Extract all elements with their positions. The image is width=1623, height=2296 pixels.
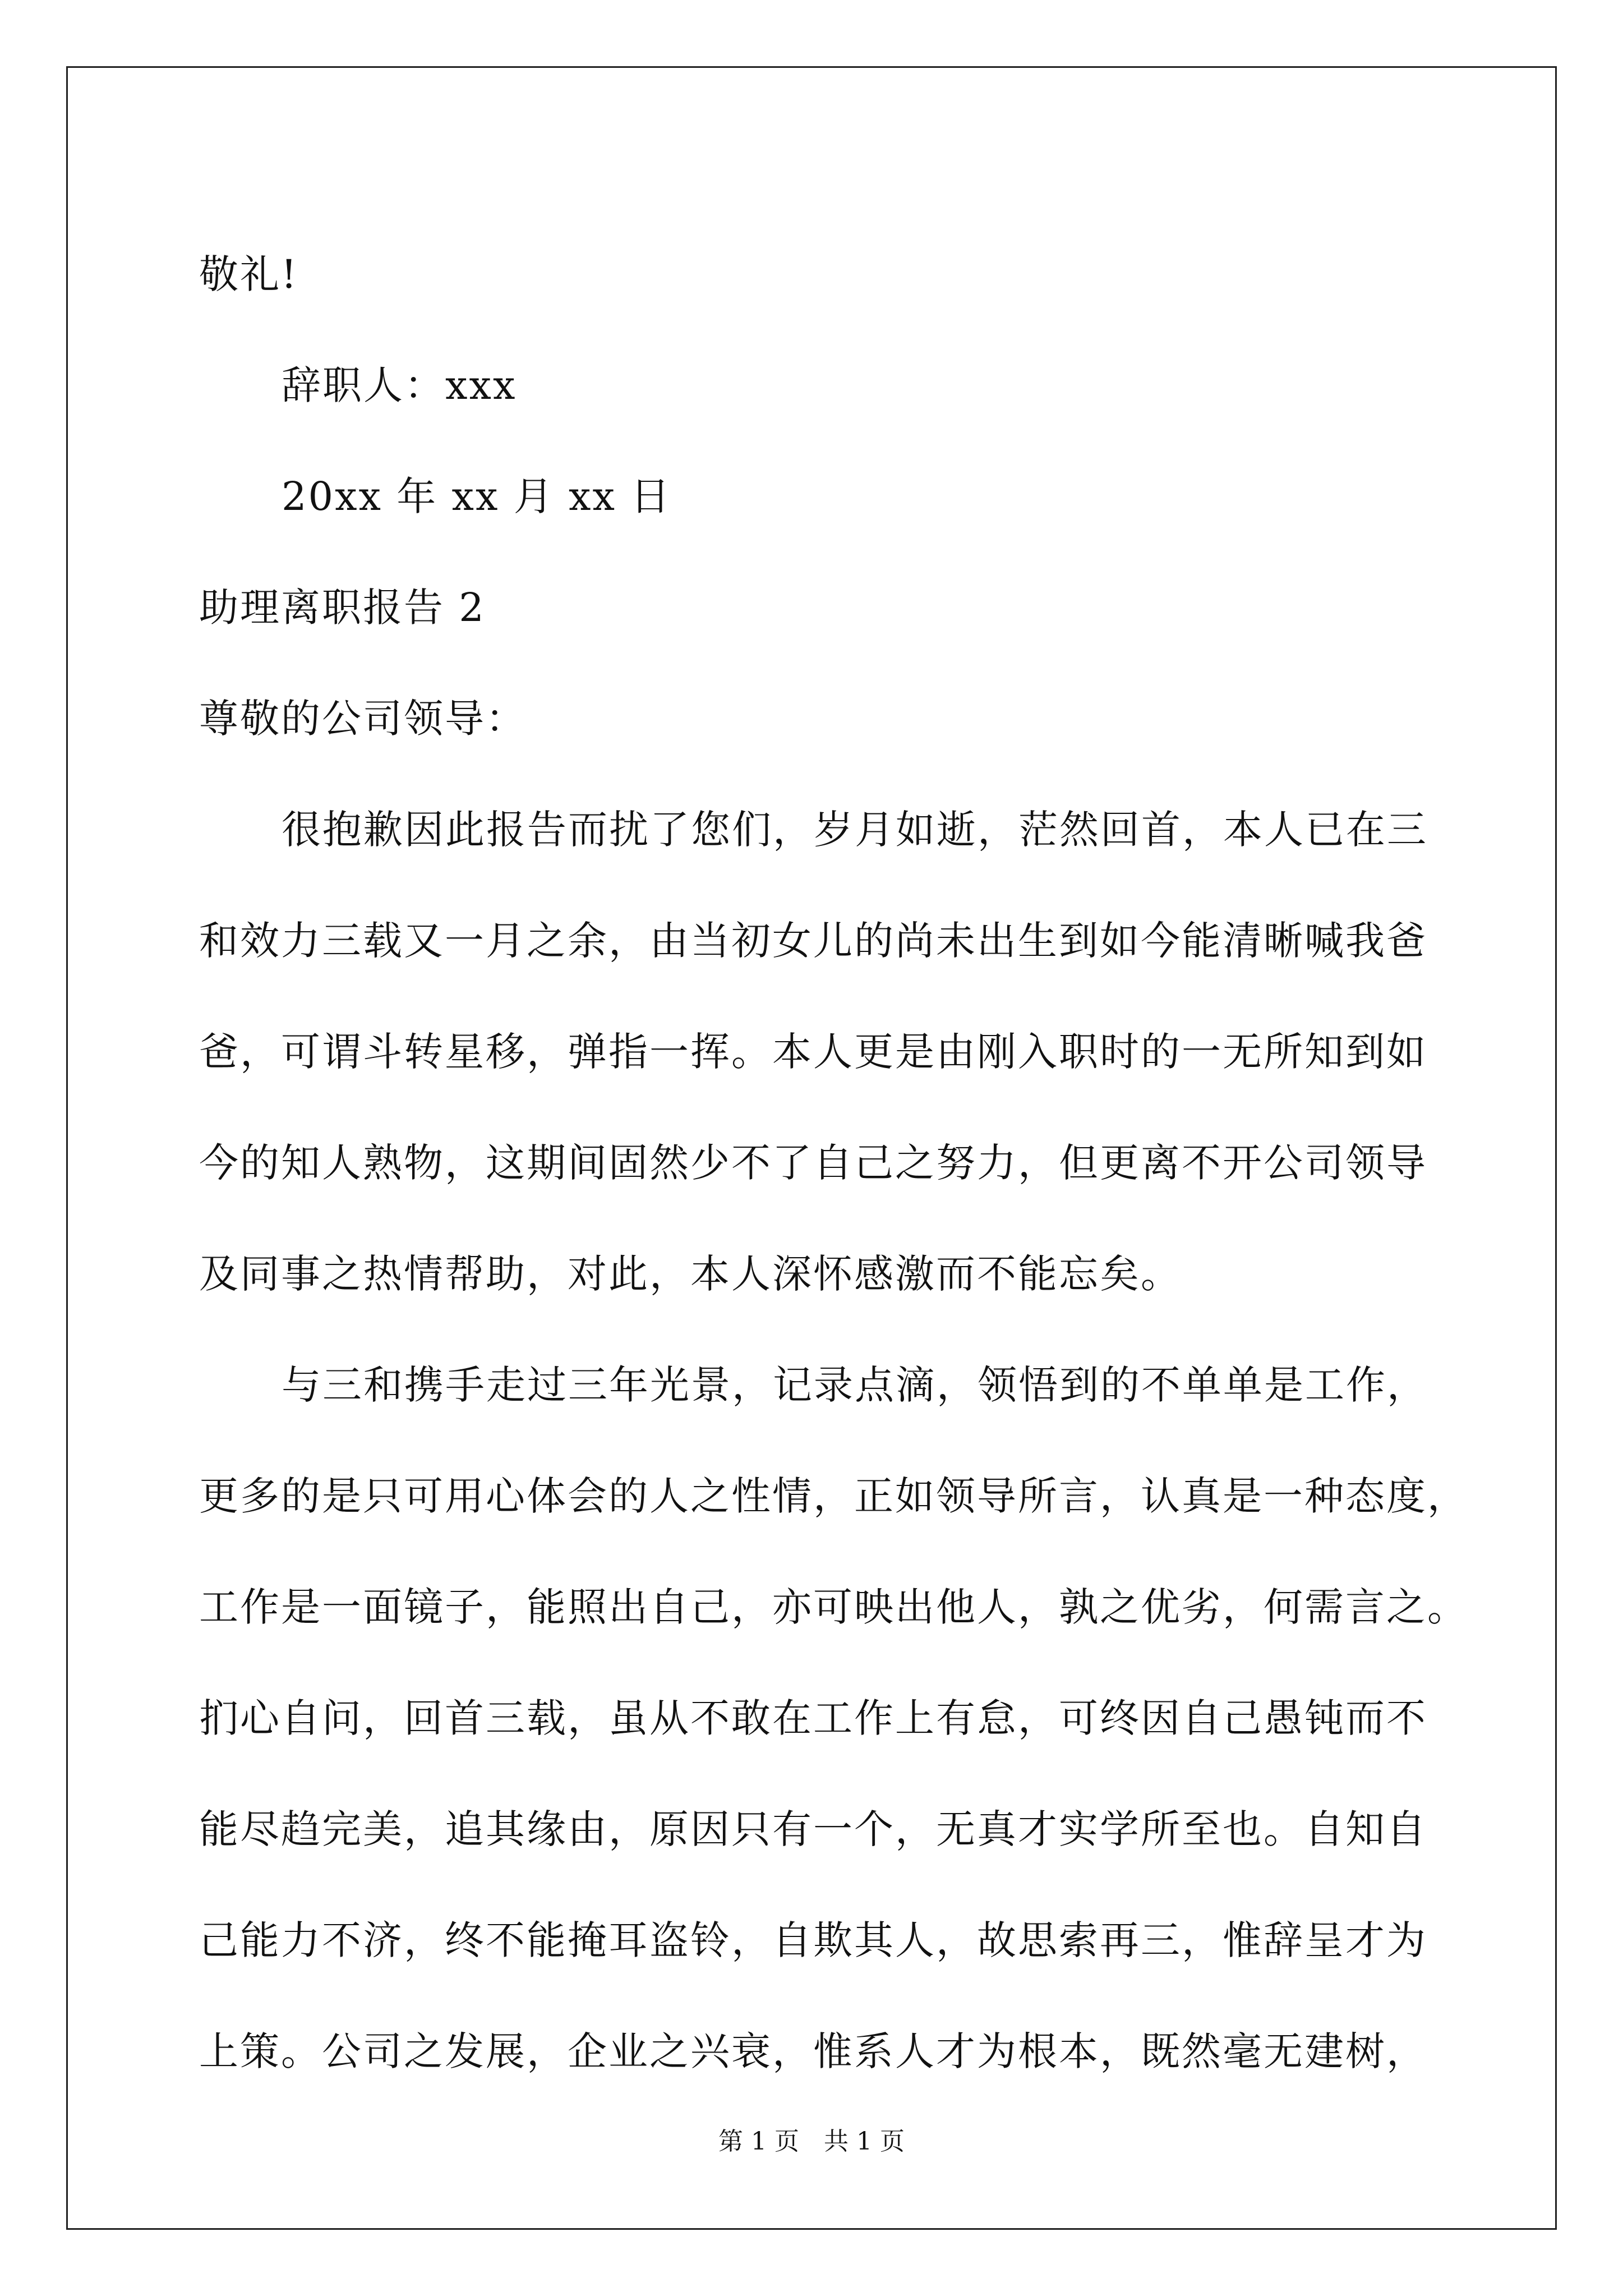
paragraph-line: 扪心自问，回首三载，虽从不敢在工作上有怠，可终因自己愚钝而不: [199, 1695, 1427, 1741]
paragraph-line: 及同事之热情帮助，对此，本人深怀感激而不能忘矣。: [199, 1251, 1182, 1297]
paragraph-line: 今的知人熟物，这期间固然少不了自己之努力，但更离不开公司领导: [199, 1140, 1427, 1186]
paragraph-line: 工作是一面镜子，能照出自己，亦可映出他人，孰之优劣，何需言之。: [199, 1584, 1468, 1630]
closing-salute: 敬礼!: [199, 251, 299, 297]
paragraph-line: 己能力不济，终不能掩耳盗铃，自欺其人，故思索再三，惟辞呈才为: [199, 1917, 1427, 1963]
section-title: 助理离职报告 2: [199, 585, 486, 631]
paragraph-line: 上策。公司之发展，企业之兴衰，惟系人才为根本，既然毫无建树，: [199, 2028, 1427, 2074]
salutation: 尊敬的公司领导：: [199, 696, 527, 742]
paragraph-line: 与三和携手走过三年光景，记录点滴，领悟到的不单单是工作，: [282, 1362, 1428, 1408]
paragraph-line: 很抱歉因此报告而扰了您们，岁月如逝，茫然回首，本人已在三: [282, 807, 1428, 853]
document-body: [199, 219, 1467, 2107]
paragraph-line: 能尽趋完美，追其缘由，原因只有一个，无真才实学所至也。自知自: [199, 1806, 1427, 1852]
paragraph-line: 爸，可谓斗转星移，弹指一挥。本人更是由刚入职时的一无所知到如: [199, 1029, 1427, 1075]
signer-line: 辞职人：xxx: [282, 362, 517, 408]
date-line: 20xx 年 xx 月 xx 日: [282, 473, 672, 519]
page-number-footer: 第 1 页 共 1 页: [718, 2127, 905, 2156]
paragraph-line: 和效力三载又一月之余，由当初女儿的尚未出生到如今能清晰喊我爸: [199, 918, 1427, 964]
paragraph-line: 更多的是只可用心体会的人之性情，正如领导所言，认真是一种态度，: [199, 1473, 1468, 1519]
